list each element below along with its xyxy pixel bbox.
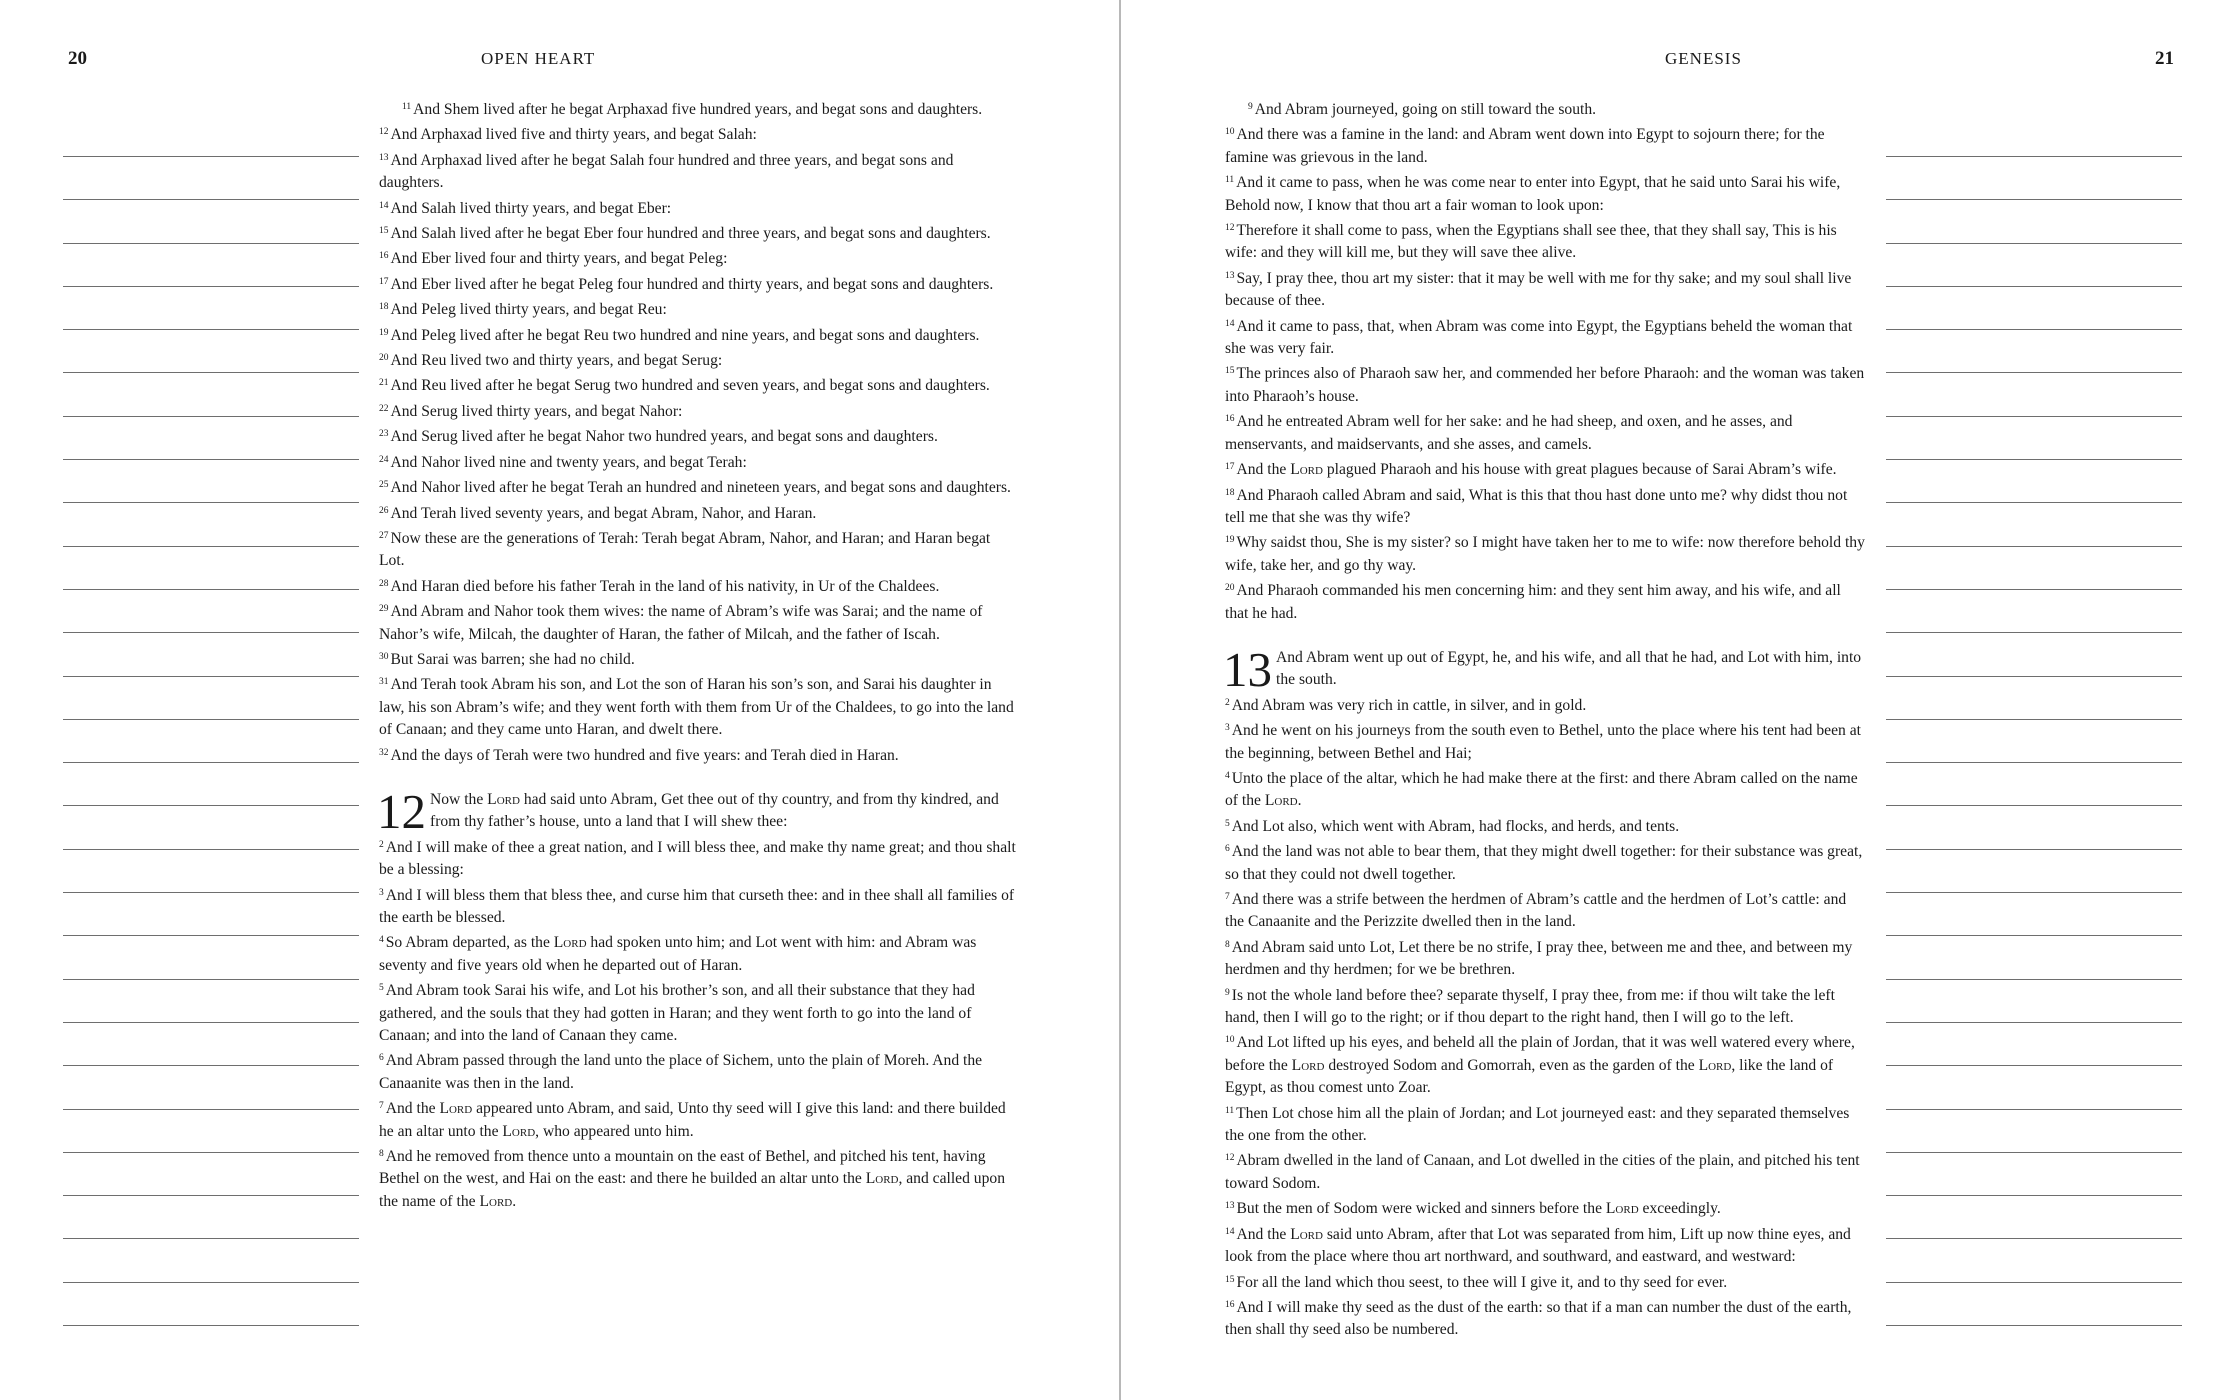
- note-line: [63, 632, 359, 633]
- verse: [379, 598, 1019, 646]
- verse-number: 17: [379, 276, 389, 287]
- verse-text: And Abram journeyed, going on still toward the south.: [1254, 101, 1597, 118]
- verse: [1225, 360, 1865, 408]
- note-line: [1886, 243, 2182, 244]
- page-number-left: 20: [68, 48, 87, 69]
- verse: [379, 929, 1019, 977]
- verse-text: For all the land which thou seest, to thee will I give it, and to thy seed for ever.: [1236, 1273, 1728, 1291]
- verse-text: And Reu lived after he begat Serug two hundred and seven years, and begat sons and daughters.: [390, 377, 990, 395]
- note-line: [63, 1195, 359, 1196]
- note-line: [1886, 459, 2182, 460]
- note-line: [63, 979, 359, 980]
- verse-number: 10: [1225, 1035, 1235, 1046]
- verse-number: 15: [379, 226, 389, 237]
- divine-name: Lord: [487, 790, 520, 808]
- verse-text: And Abram said unto Lot, Let there be no strife, I pray thee, between me and thee, and between my herdmen and thy herdmen; for we be brethren.: [1225, 938, 1853, 979]
- verse-text: And Reu lived two and thirty years, and begat Serug:: [390, 352, 723, 370]
- note-line: [63, 1065, 359, 1066]
- verse-number: 2: [1225, 697, 1230, 708]
- note-line: [1886, 762, 2182, 763]
- verse: [1225, 577, 1865, 625]
- verse-number: 22: [379, 403, 389, 414]
- verse-text: , who appeared unto him.: [535, 1122, 694, 1140]
- verse-text: .: [512, 1192, 517, 1210]
- note-line: [1886, 1238, 2182, 1239]
- verse-text: And Arphaxad lived after he begat Salah four hundred and three years, and begat sons and daughters.: [379, 151, 954, 192]
- verse-text: Abram dwelled in the land of Canaan, and Lot dwelled in the cities of the plain, and pitched his tent toward Sodom.: [1225, 1152, 1860, 1192]
- verse-number: 15: [1225, 366, 1235, 377]
- verse-text: And Peleg lived after he begat Reu two hundred and nine years, and begat sons and daughters.: [390, 326, 980, 344]
- verse-number: 20: [1225, 583, 1235, 594]
- page-number-right: 21: [2155, 48, 2174, 69]
- verse: [1225, 1221, 1865, 1269]
- verse-text: And the: [1236, 461, 1291, 479]
- note-line: [63, 589, 359, 590]
- note-line: [63, 329, 359, 330]
- note-line: [63, 719, 359, 720]
- verse: [379, 646, 1019, 671]
- verse-text: And Haran died before his father Terah in the land of his nativity, in Ur of the Chaldees.: [390, 577, 940, 595]
- verse-text: , and called upon the name of the: [379, 1170, 1005, 1210]
- verse-text: And Serug lived thirty years, and begat Nahor:: [390, 402, 683, 420]
- verse-number: 18: [1225, 487, 1235, 498]
- verse-text: destroyed Sodom and Gomorrah, even as the garden of the: [1324, 1056, 1699, 1074]
- note-line: [1886, 1325, 2182, 1326]
- verse-number: 16: [379, 251, 389, 262]
- note-line: [63, 1282, 359, 1283]
- note-lines-right: [1886, 156, 2182, 1368]
- divine-name: Lord: [865, 1170, 899, 1188]
- verse: [1225, 886, 1865, 934]
- verse-number: 6: [1225, 844, 1230, 855]
- verse-number: 26: [379, 505, 389, 516]
- verse: [379, 742, 1019, 767]
- verse: [1225, 1195, 1865, 1220]
- verse-text: And there was a strife between the herdmen of Abram’s cattle and the herdmen of Lot’s cattle: and the Canaanite and the Perizzite dwelled then in the land.: [1225, 891, 1847, 931]
- verse: [1225, 982, 1865, 1030]
- verse-text: And Abram passed through the land unto the place of Sichem, unto the plain of Moreh. And the Canaanite was then in the land.: [379, 1052, 983, 1092]
- verse-text: And the: [1236, 1225, 1291, 1243]
- chapter-number: 12: [377, 783, 426, 839]
- verse-text: And Nahor lived nine and twenty years, and begat Terah:: [390, 453, 747, 471]
- verse-number: 3: [379, 887, 384, 898]
- verse: [379, 195, 1019, 220]
- verse-number: 8: [379, 1149, 384, 1160]
- verse: [1225, 1100, 1865, 1148]
- verse-number: 4: [379, 935, 384, 946]
- verse: [379, 449, 1019, 474]
- note-line: [1886, 632, 2182, 633]
- note-line: [63, 156, 359, 157]
- verse: [379, 296, 1019, 321]
- note-line: [1886, 979, 2182, 980]
- verse: [1225, 838, 1865, 886]
- note-line: [1886, 719, 2182, 720]
- verse: [1225, 813, 1865, 838]
- verse-text: Unto the place of the altar, which he had make there at the first: and there Abram called on the name of the: [1225, 769, 1858, 810]
- verse-number: 19: [379, 327, 389, 338]
- verse: [379, 121, 1019, 146]
- verse-text: Why saidst thou, She is my sister? so I might have taken her to me to wife: now therefore behold thy wife, take her, and go thy way.: [1225, 534, 1865, 574]
- verse: [1225, 169, 1865, 217]
- note-line: [63, 1325, 359, 1326]
- verse-text: And Abram went up out of Egypt, he, and his wife, and all that he had, and Lot with him, into the south.: [1276, 648, 1862, 689]
- verse: [1225, 1269, 1865, 1294]
- verse: [379, 671, 1019, 741]
- verse: [1225, 1294, 1865, 1342]
- note-line: [1886, 372, 2182, 373]
- note-line: [63, 849, 359, 850]
- verse-number: 17: [1225, 462, 1235, 473]
- scripture-column-left: [379, 96, 1019, 1213]
- divine-name: Lord: [1290, 1225, 1323, 1243]
- verse-text: And Eber lived four and thirty years, and begat Peleg:: [390, 250, 728, 268]
- note-line: [1886, 1109, 2182, 1110]
- verse-text: And Shem lived after he begat Arphaxad five hundred years, and begat sons and daughters.: [413, 101, 983, 118]
- verse: [379, 500, 1019, 525]
- verse-number: 14: [1225, 318, 1235, 329]
- verse: [379, 834, 1019, 882]
- verse-text: And he removed from thence unto a mountain on the east of Bethel, and pitched his tent, having Bethel on the west, and Hai on the east: and there he builded an altar unto the: [379, 1148, 986, 1188]
- verse-text: And the: [385, 1100, 440, 1118]
- verse-number: 25: [379, 480, 389, 491]
- verse-number: 12: [1225, 1153, 1235, 1164]
- verse-number: 30: [379, 651, 389, 662]
- verse-number: 12: [379, 127, 389, 138]
- verse-text: And Abram and Nahor took them wives: the name of Abram’s wife was Sarai; and the name of Nahor’s wife, Milcah, the daughter of Haran, the father of Milcah, and the father of Iscah.: [379, 603, 983, 643]
- verse-text: had said unto Abram, Get thee out of thy country, and from thy kindred, and from thy father’s house, unto a land that I will shew thee:: [430, 790, 999, 831]
- verse-number: 9: [1248, 102, 1253, 112]
- chapter-12: [377, 783, 1019, 839]
- verse: [379, 271, 1019, 296]
- verse: [1225, 96, 1865, 121]
- note-line: [1886, 156, 2182, 157]
- verse: [379, 525, 1019, 573]
- verse-number: 6: [379, 1053, 384, 1064]
- note-line: [63, 1109, 359, 1110]
- note-line: [1886, 849, 2182, 850]
- note-line: [63, 892, 359, 893]
- verse-text: And he went on his journeys from the south even to Bethel, unto the place where his tent had been at the beginning, between Bethel and Hai;: [1225, 722, 1861, 762]
- verse: [379, 474, 1019, 499]
- verse-number: 19: [1225, 535, 1235, 546]
- left-page: [0, 0, 1119, 1400]
- note-line: [1886, 416, 2182, 417]
- note-line: [63, 243, 359, 244]
- verse-number: 5: [1225, 818, 1230, 829]
- note-line: [63, 805, 359, 806]
- verse: [1225, 1147, 1865, 1195]
- verse-text: appeared unto Abram, and said, Unto thy seed will I give this land: and there builded he an altar unto the: [379, 1100, 1006, 1140]
- verse: [379, 322, 1019, 347]
- note-line: [1886, 199, 2182, 200]
- verse-text: said unto Abram, after that Lot was separated from him, Lift up now thine eyes, and look from the place where thou art northward, and southward, and eastward, and westward:: [1225, 1225, 1851, 1266]
- divine-name: Lord: [439, 1100, 473, 1118]
- verse-text: And it came to pass, that, when Abram was come into Egypt, the Egyptians beheld the woman that she was very fair.: [1225, 317, 1853, 358]
- verse-number: 7: [379, 1101, 384, 1112]
- note-line: [1886, 329, 2182, 330]
- verse-number: 16: [1225, 1299, 1235, 1310]
- divine-name: Lord: [1291, 1056, 1325, 1074]
- verse-number: 11: [1225, 1105, 1235, 1116]
- note-line: [63, 762, 359, 763]
- note-line: [63, 502, 359, 503]
- verse-number: 28: [379, 578, 389, 589]
- verse-text: Therefore it shall come to pass, when the Egyptians shall see thee, that they shall say, This is his wife: and they will kill me, but they will save thee alive.: [1225, 222, 1837, 262]
- verse-number: 23: [379, 429, 389, 440]
- note-line: [1886, 1195, 2182, 1196]
- verse-number: 18: [379, 302, 389, 313]
- divine-name: Lord: [1698, 1056, 1732, 1074]
- note-line: [63, 546, 359, 547]
- verse-number: 7: [1225, 892, 1230, 902]
- verse: [1225, 217, 1865, 265]
- verse-text: And Pharaoh called Abram and said, What is this that thou hast done unto me? why didst thou not tell me that she was thy wife?: [1225, 486, 1848, 526]
- verse: [379, 423, 1019, 448]
- verse-text: And the days of Terah were two hundred and five years: and Terah died in Haran.: [390, 746, 899, 764]
- verse-text: And Abram was very rich in cattle, in silver, and in gold.: [1231, 696, 1587, 714]
- verse-number: 16: [1225, 414, 1235, 425]
- note-line: [1886, 546, 2182, 547]
- verse-number: 24: [379, 454, 389, 465]
- verse-number: 20: [379, 353, 389, 364]
- verse-number: 31: [379, 677, 389, 688]
- verse-text: plagued Pharaoh and his house with great plagues because of Sarai Abram’s wife.: [1322, 461, 1837, 479]
- verse: [1225, 313, 1865, 361]
- chapter-13: [1223, 641, 1865, 697]
- verse-text: So Abram departed, as the: [385, 934, 554, 952]
- divine-name: Lord: [1264, 792, 1298, 810]
- right-page: [1121, 0, 2240, 1400]
- verse-number: 13: [1225, 1201, 1235, 1212]
- verse-number: 13: [379, 152, 389, 163]
- verse: [379, 372, 1019, 397]
- verse-number: 14: [1225, 1226, 1235, 1237]
- note-line: [63, 676, 359, 677]
- verse-text: But Sarai was barren; she had no child.: [390, 650, 635, 668]
- note-line: [1886, 935, 2182, 936]
- verse-text: And Lot also, which went with Abram, had flocks, and herds, and tents.: [1231, 817, 1680, 835]
- verse-text: And Abram took Sarai his wife, and Lot his brother’s son, and all their substance that they had gathered, and the souls that they had gotten in Haran; and they went forth to go into the land of Canaan; and into the land of Canaan they came.: [379, 982, 975, 1045]
- verse-number: 13: [1225, 270, 1235, 281]
- note-lines-left: [63, 156, 359, 1368]
- verse-number: 9: [1225, 987, 1230, 998]
- verse-number: 29: [379, 604, 389, 615]
- verse: [1225, 934, 1865, 982]
- divine-name: Lord: [1290, 461, 1323, 479]
- verse: [1225, 265, 1865, 313]
- verse: [379, 1095, 1019, 1143]
- verse-text: Then Lot chose him all the plain of Jordan; and Lot journeyed east: and they separated themselves the one from the other.: [1225, 1104, 1850, 1145]
- verse-number: 10: [1225, 127, 1235, 138]
- verse-text: And it came to pass, when he was come near to enter into Egypt, that he said unto Sarai his wife, Behold now, I know that thou art a fair woman to look upon:: [1225, 174, 1841, 214]
- verse-number: 12: [1225, 223, 1235, 234]
- running-head-right: GENESIS: [1665, 49, 1742, 68]
- verse-number: 11: [402, 102, 412, 112]
- verse-text: Now the: [430, 790, 488, 808]
- verse: [1225, 408, 1865, 456]
- verse-number: 8: [1225, 939, 1230, 950]
- divine-name: Lord: [1605, 1200, 1639, 1218]
- verse-list-genesis-11: [379, 96, 1019, 767]
- verse-number: 14: [379, 200, 389, 211]
- divine-name: Lord: [479, 1192, 513, 1210]
- note-line: [1886, 1022, 2182, 1023]
- verse-text: And there was a famine in the land: and Abram went down into Egypt to sojourn there; for the famine was grievous in the land.: [1225, 126, 1825, 166]
- verse-text: Now these are the generations of Terah: Terah begat Abram, Nahor, and Haran; and Haran begat Lot.: [379, 529, 991, 570]
- verse: [379, 347, 1019, 372]
- verse-number: 5: [379, 983, 384, 994]
- divine-name: Lord: [553, 934, 587, 952]
- note-line: [1886, 676, 2182, 677]
- verse-number: 32: [379, 747, 389, 758]
- verse: [1225, 692, 1865, 717]
- note-line: [1886, 1152, 2182, 1153]
- verse: [1225, 717, 1865, 765]
- note-line: [63, 1238, 359, 1239]
- verse-text: And Pharaoh commanded his men concerning him: and they sent him away, and his wife, and all that he had.: [1225, 582, 1841, 622]
- verse-text: And Nahor lived after he begat Terah an hundred and nineteen years, and begat sons and daughters.: [390, 479, 1011, 497]
- verse: [379, 96, 1019, 121]
- verse-text: , like the land of Egypt, as thou comest unto Zoar.: [1225, 1056, 1834, 1097]
- verse-number: 27: [379, 530, 389, 541]
- verse: [379, 573, 1019, 598]
- verse: [1225, 529, 1865, 577]
- verse-number: 3: [1225, 723, 1230, 734]
- note-line: [63, 416, 359, 417]
- note-line: [1886, 892, 2182, 893]
- verse-text: And Arphaxad lived five and thirty years, and begat Salah:: [390, 126, 757, 144]
- verse-text: And Salah lived thirty years, and begat Eber:: [390, 199, 672, 217]
- verse: [1225, 1029, 1865, 1099]
- verse-text: And I will make thy seed as the dust of the earth: so that if a man can number the dust of the earth, then shall thy seed also be numbered.: [1225, 1298, 1852, 1339]
- note-line: [1886, 589, 2182, 590]
- verse: [379, 220, 1019, 245]
- verse-text: Say, I pray thee, thou art my sister: that it may be well with me for thy sake; and my soul shall live because of thee.: [1225, 269, 1852, 310]
- note-line: [1886, 502, 2182, 503]
- verse-number: 11: [1225, 175, 1235, 186]
- note-line: [1886, 286, 2182, 287]
- note-line: [1886, 805, 2182, 806]
- verse-text: And Eber lived after he begat Peleg four hundred and thirty years, and begat sons and daughters.: [390, 275, 994, 293]
- note-line: [63, 286, 359, 287]
- divine-name: Lord: [502, 1122, 536, 1140]
- verse: [1225, 482, 1865, 530]
- note-line: [63, 372, 359, 373]
- verse-text: And I will make of thee a great nation, and I will bless thee, and make thy name great; and thou shalt be a blessing:: [379, 838, 1016, 879]
- note-line: [63, 459, 359, 460]
- verse: [379, 147, 1019, 195]
- verse-number: 15: [1225, 1274, 1235, 1285]
- verse-text: exceedingly.: [1638, 1200, 1721, 1218]
- verse: [379, 245, 1019, 270]
- verse: [379, 1143, 1019, 1213]
- note-line: [1886, 1282, 2182, 1283]
- verse: [379, 882, 1019, 930]
- note-line: [63, 935, 359, 936]
- verse-text: And Terah took Abram his son, and Lot the son of Haran his son’s son, and Sarai his daughter in law, his son Abram’s wife; and they went forth with them from Ur of the Chaldees, to go into the land of Canaan; and they came unto Haran, and dwelt there.: [379, 676, 1014, 739]
- verse: [1225, 121, 1865, 169]
- verse: [1225, 456, 1865, 481]
- verse-number: 4: [1225, 770, 1230, 781]
- note-line: [63, 1152, 359, 1153]
- verse-text: And Lot lifted up his eyes, and beheld all the plain of Jordan, that it was well watered every where, before the: [1225, 1034, 1855, 1074]
- verse: [379, 398, 1019, 423]
- chapter-number: 13: [1223, 641, 1272, 697]
- verse-text: And he entreated Abram well for her sake: and he had sheep, and oxen, and he asses, and menservants, and maidservants, and she asses, and camels.: [1225, 413, 1793, 453]
- verse-text: Is not the whole land before thee? separate thyself, I pray thee, from me: if thou wilt take the left hand, then I will go to the right; or if thou depart to the right hand, then I will go to the left.: [1225, 986, 1835, 1027]
- note-line: [63, 1022, 359, 1023]
- verse-text: And I will bless them that bless thee, and curse him that curseth thee: and in thee shall all families of the earth be blessed.: [379, 886, 1015, 926]
- verse-text: But the men of Sodom were wicked and sinners before the: [1236, 1200, 1606, 1218]
- running-head-left: OPEN HEART: [481, 49, 596, 68]
- verse-text: had spoken unto him; and Lot went with him: and Abram was seventy and five years old when he departed out of Haran.: [379, 934, 977, 974]
- verse-text: And Salah lived after he begat Eber four hundred and three years, and begat sons and daughters.: [390, 225, 991, 243]
- verse: [379, 1047, 1019, 1095]
- verse-text: .: [1297, 792, 1302, 810]
- verse-text: And Peleg lived thirty years, and begat Reu:: [390, 301, 667, 319]
- verse-text: And Terah lived seventy years, and begat Abram, Nahor, and Haran.: [390, 504, 817, 522]
- verse-text: The princes also of Pharaoh saw her, and commended her before Pharaoh: and the woman was taken into Pharaoh’s house.: [1225, 365, 1865, 405]
- verse-number: 2: [379, 839, 384, 850]
- verse: [1225, 765, 1865, 813]
- scripture-column-right: [1225, 96, 1865, 1342]
- verse-text: And the land was not able to bear them, that they might dwell together: for their substance was great, so that they could not dwell together.: [1225, 843, 1863, 883]
- verse-text: And Serug lived after he begat Nahor two hundred years, and begat sons and daughters.: [390, 428, 938, 446]
- note-line: [63, 199, 359, 200]
- verse-number: 21: [379, 378, 389, 389]
- verse: [379, 977, 1019, 1047]
- note-line: [1886, 1065, 2182, 1066]
